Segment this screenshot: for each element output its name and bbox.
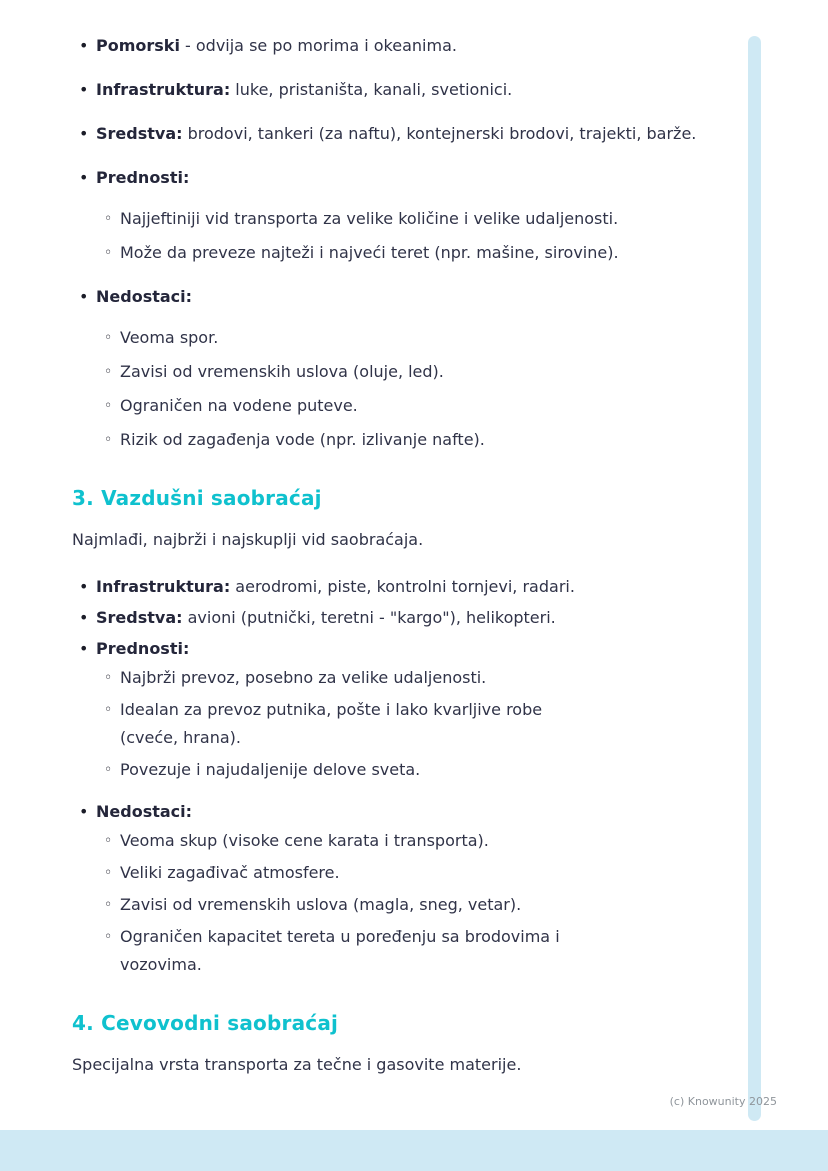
sub-list-item: ◦ Veliki zagađivač atmosfere. [104,859,604,887]
list-item [72,76,712,104]
sub-list [96,205,712,267]
sub-list-item: ◦ Ograničen na vodene puteve. [104,392,712,420]
section-heading-pipeline: 4. Cevovodni saobraćaj [72,1011,339,1035]
list-item-bold: Infrastruktura: [96,80,231,99]
sub-list-item: ◦ Povezuje i najudaljenije delove sveta. [104,756,604,784]
list-item-text: aerodromi, piste, kontrolni tornjevi, radari. [230,577,575,596]
sub-list-item: ◦ Može da preveze najteži i najveći teret (npr. mašine, sirovine). [104,239,712,267]
sub-list [96,324,712,454]
list-item [72,283,712,454]
list-item-text: - odvija se po morima i okeanima. [179,36,457,55]
list-item-text: avioni (putnički, teretni - "kargo"), helikopteri. [182,608,556,627]
list-item [72,798,712,979]
list-item [72,635,712,784]
section-intro-air: Najmlađi, najbrži i najskuplji vid saobraćaja. [72,530,424,549]
list-item-bold: Prednosti: [96,168,190,187]
list-item-bold: Sredstva: [96,608,183,627]
sub-list-item: ◦ Najjeftiniji vid transporta za velike količine i velike udaljenosti. [104,205,712,233]
sub-list-item: ◦ Najbrži prevoz, posebno za velike udaljenosti. [104,664,604,692]
list-item [72,164,712,267]
list-item-bold: Nedostaci: [96,287,193,306]
list-item-bold: Infrastruktura: [96,577,231,596]
list-item-bold: Pomorski [96,36,180,55]
list-item-text: luke, pristaništa, kanali, svetionici. [230,80,513,99]
list-item [72,573,712,601]
section-intro-pipeline: Specijalna vrsta transporta za tečne i gasovite materije. [72,1055,522,1074]
right-accent-bar [748,36,761,1121]
sub-list-item: ◦ Zavisi od vremenskih uslova (magla, sneg, vetar). [104,891,604,919]
list-item-bold: Sredstva: [96,124,183,143]
sub-list-item: ◦ Rizik od zagađenja vode (npr. izlivanje nafte). [104,426,712,454]
list-item-text: brodovi, tankeri (za naftu), kontejnerski brodovi, trajekti, barže. [182,124,697,143]
bottom-accent-bar [0,1130,828,1171]
footer-credit: (c) Knowunity 2025 [669,1095,777,1108]
sub-list-item: ◦ Idealan za prevoz putnika, pošte i lako kvarljive robe (cveće, hrana). [104,696,604,752]
sub-list-item: ◦ Ograničen kapacitet tereta u poređenju sa brodovima i vozovima. [104,923,604,979]
sub-list-item: ◦ Zavisi od vremenskih uslova (oluje, led). [104,358,712,386]
air-list [72,573,732,979]
sub-list-item: ◦ Veoma spor. [104,324,712,352]
sub-list [96,827,712,979]
list-item-bold: Prednosti: [96,639,190,658]
sub-list [96,664,712,784]
maritime-list [72,32,732,454]
list-item-bold: Nedostaci: [96,802,193,821]
list-item [72,120,712,148]
list-item [72,32,712,60]
list-item [72,604,712,632]
sub-list-item: ◦ Veoma skup (visoke cene karata i transporta). [104,827,604,855]
section-heading-air: 3. Vazdušni saobraćaj [72,486,322,510]
